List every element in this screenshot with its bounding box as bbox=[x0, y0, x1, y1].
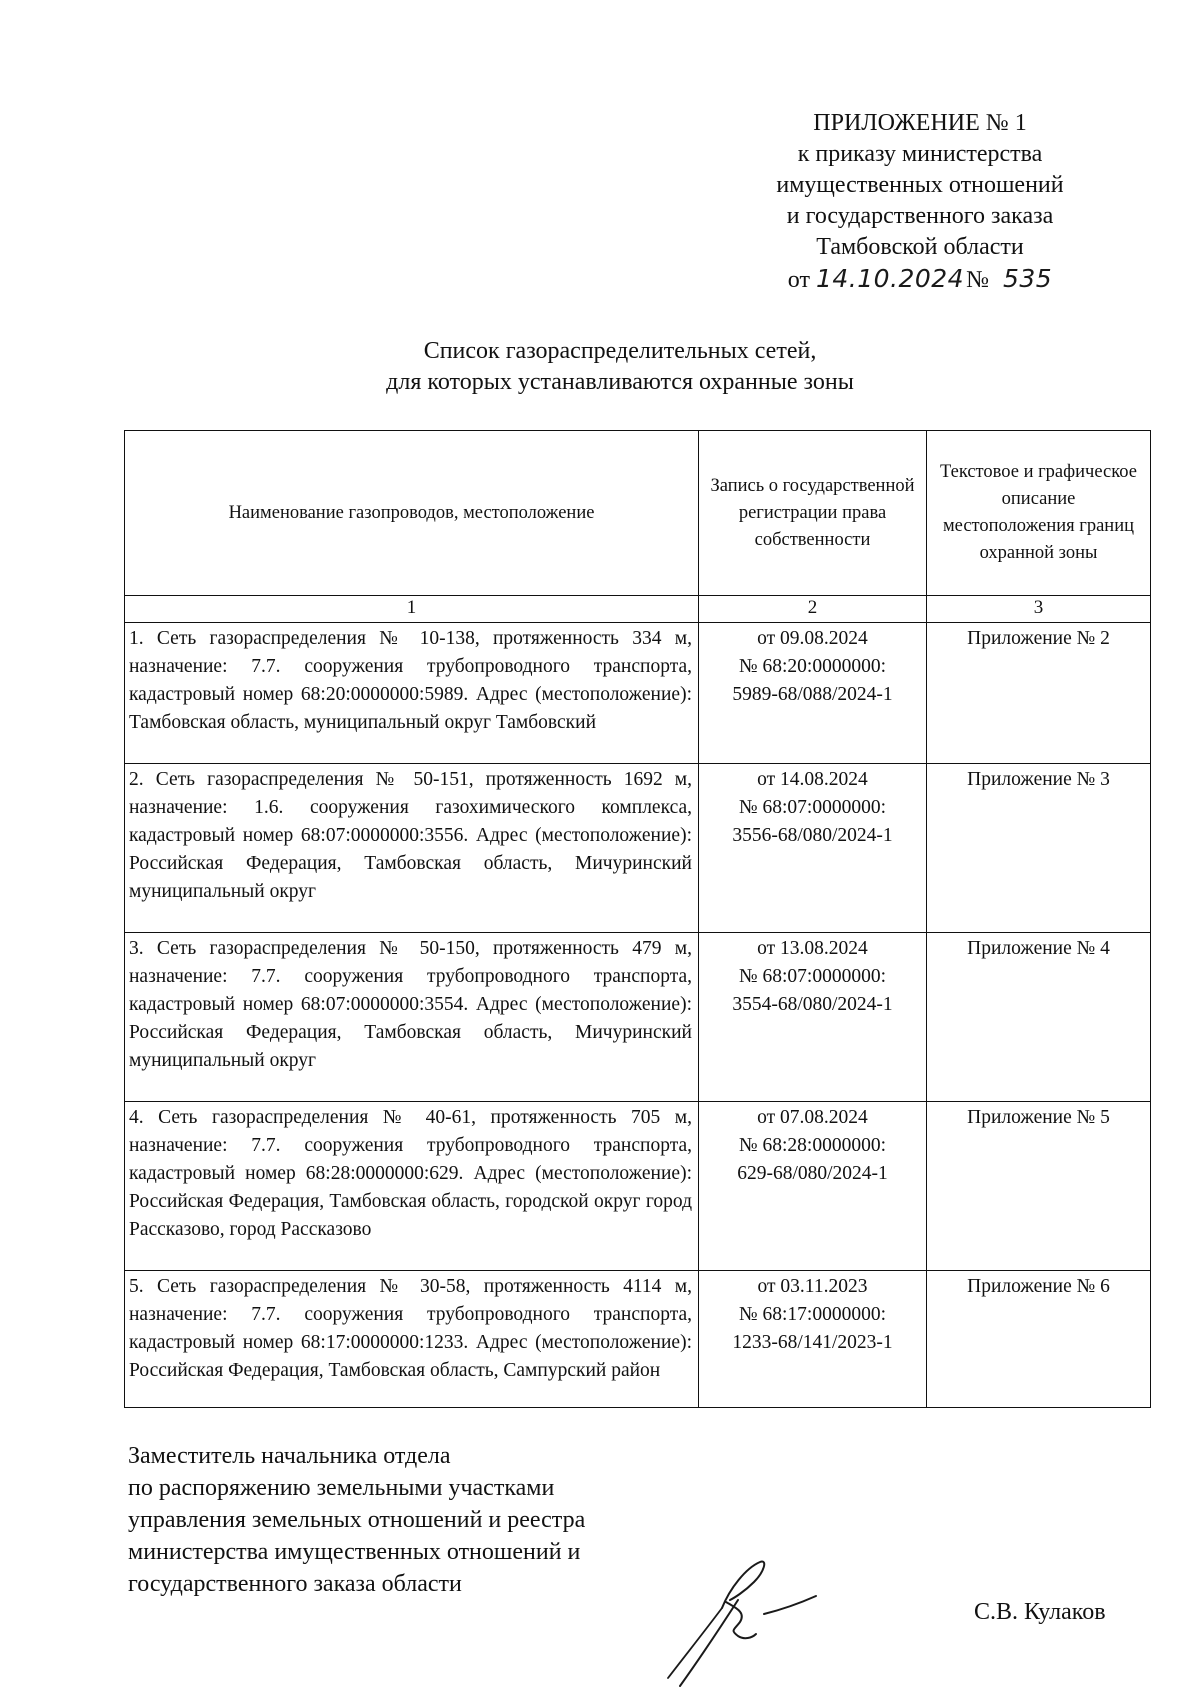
registration-date: от 09.08.2024 bbox=[757, 628, 868, 649]
column-number: 2 bbox=[699, 596, 927, 623]
registration-suffix: 629-68/080/2024-1 bbox=[737, 1163, 888, 1184]
registration-suffix: 3554-68/080/2024-1 bbox=[732, 994, 893, 1015]
network-description: 2. Сеть газораспределения № 50-151, протяженность 1692 м, назначение: 1.6. сооружения газохимического комплекса, кадастровый номер 68:07:0000000:3556. Адрес (местоположение): Российская Федерация, Тамбовская область, Мичуринский муниципальный округ bbox=[125, 764, 699, 933]
registration-number: № 68:28:0000000: bbox=[739, 1135, 886, 1156]
appendix-header bbox=[680, 108, 1160, 296]
registration-date: от 13.08.2024 bbox=[757, 938, 868, 959]
signer-position bbox=[128, 1440, 688, 1600]
column-number: 1 bbox=[125, 596, 699, 623]
appendix-reference: Приложение № 6 bbox=[927, 1271, 1151, 1408]
signer-name: С.В. Кулаков bbox=[974, 1599, 1106, 1625]
registration-suffix: 3556-68/080/2024-1 bbox=[732, 825, 893, 846]
number-sign: № bbox=[966, 267, 989, 293]
document-title-line-1: Список газораспределительных сетей, bbox=[423, 338, 817, 364]
appendix-line-3: и государственного заказа bbox=[786, 203, 1054, 229]
registration-number: № 68:07:0000000: bbox=[739, 966, 886, 987]
column-number-row bbox=[125, 596, 1151, 623]
table-row bbox=[125, 623, 1151, 764]
signer-position-line: государственного заказа области bbox=[128, 1571, 462, 1597]
appendix-line-4: Тамбовской области bbox=[816, 234, 1024, 260]
column-number: 3 bbox=[927, 596, 1151, 623]
registration-number: № 68:07:0000000: bbox=[739, 797, 886, 818]
header-registration: Запись о государственной регистрации права собственности bbox=[699, 431, 927, 596]
table-row bbox=[125, 1102, 1151, 1271]
registration-number: № 68:17:0000000: bbox=[739, 1304, 886, 1325]
registration-suffix: 5989-68/088/2024-1 bbox=[732, 684, 893, 705]
appendix-line-1: к приказу министерства bbox=[797, 141, 1043, 167]
appendix-title: ПРИЛОЖЕНИЕ № 1 bbox=[813, 110, 1027, 136]
appendix-reference: Приложение № 2 bbox=[927, 623, 1151, 764]
network-description: 5. Сеть газораспределения № 30-58, протяженность 4114 м, назначение: 7.7. сооружения трубопроводного транспорта, кадастровый номер 68:17:0000000:1233. Адрес (местоположение): Российская Федерация, Тамбовская область, Сампурский район bbox=[125, 1271, 699, 1408]
document-title bbox=[250, 336, 990, 398]
network-description: 3. Сеть газораспределения № 50-150, протяженность 479 м, назначение: 7.7. сооружения трубопроводного транспорта, кадастровый номер 68:07:0000000:3554. Адрес (местоположение): Российская Федерация, Тамбовская область, Мичуринский муниципальный округ bbox=[125, 933, 699, 1102]
table-row bbox=[125, 933, 1151, 1102]
appendix-reference: Приложение № 4 bbox=[927, 933, 1151, 1102]
registration-record bbox=[699, 1102, 927, 1271]
signer-position-line: министерства имущественных отношений и bbox=[128, 1539, 581, 1565]
network-description: 4. Сеть газораспределения № 40-61, протяженность 705 м, назначение: 7.7. сооружения трубопроводного транспорта, кадастровый номер 68:28:0000000:629. Адрес (местоположение): Российская Федерация, Тамбовская область, городской округ город Рассказово, город Рассказово bbox=[125, 1102, 699, 1271]
gas-network-table bbox=[124, 430, 1151, 1408]
header-description: Текстовое и графическое описание местоположения границ охранной зоны bbox=[927, 431, 1151, 596]
registration-record bbox=[699, 623, 927, 764]
handwritten-number: 535 bbox=[1003, 264, 1053, 293]
registration-date: от 07.08.2024 bbox=[757, 1107, 868, 1128]
registration-record bbox=[699, 764, 927, 933]
handwritten-signature bbox=[660, 1548, 830, 1688]
date-prefix: от bbox=[787, 267, 810, 293]
table-row bbox=[125, 1271, 1151, 1408]
registration-date: от 03.11.2023 bbox=[757, 1276, 868, 1297]
document-title-line-2: для которых устанавливаются охранные зоны bbox=[386, 369, 854, 395]
appendix-reference: Приложение № 3 bbox=[927, 764, 1151, 933]
signer-position-line: Заместитель начальника отдела bbox=[128, 1443, 451, 1469]
signer-position-line: управления земельных отношений и реестра bbox=[128, 1507, 586, 1533]
appendix-line-2: имущественных отношений bbox=[776, 172, 1064, 198]
signer-position-line: по распоряжению земельными участками bbox=[128, 1475, 555, 1501]
table-header-row bbox=[125, 431, 1151, 596]
handwritten-date: 14.10.2024 bbox=[815, 264, 965, 293]
registration-suffix: 1233-68/141/2023-1 bbox=[732, 1332, 893, 1353]
network-description: 1. Сеть газораспределения № 10-138, протяженность 334 м, назначение: 7.7. сооружения трубопроводного транспорта, кадастровый номер 68:20:0000000:5989. Адрес (местоположение): Тамбовская область, муниципальный округ Тамбовский bbox=[125, 623, 699, 764]
appendix-reference: Приложение № 5 bbox=[927, 1102, 1151, 1271]
registration-number: № 68:20:0000000: bbox=[739, 656, 886, 677]
table-row bbox=[125, 764, 1151, 933]
registration-record bbox=[699, 1271, 927, 1408]
header-name-location: Наименование газопроводов, местоположение bbox=[125, 431, 699, 596]
appendix-date-line bbox=[680, 263, 1160, 296]
registration-date: от 14.08.2024 bbox=[757, 769, 868, 790]
registration-record bbox=[699, 933, 927, 1102]
